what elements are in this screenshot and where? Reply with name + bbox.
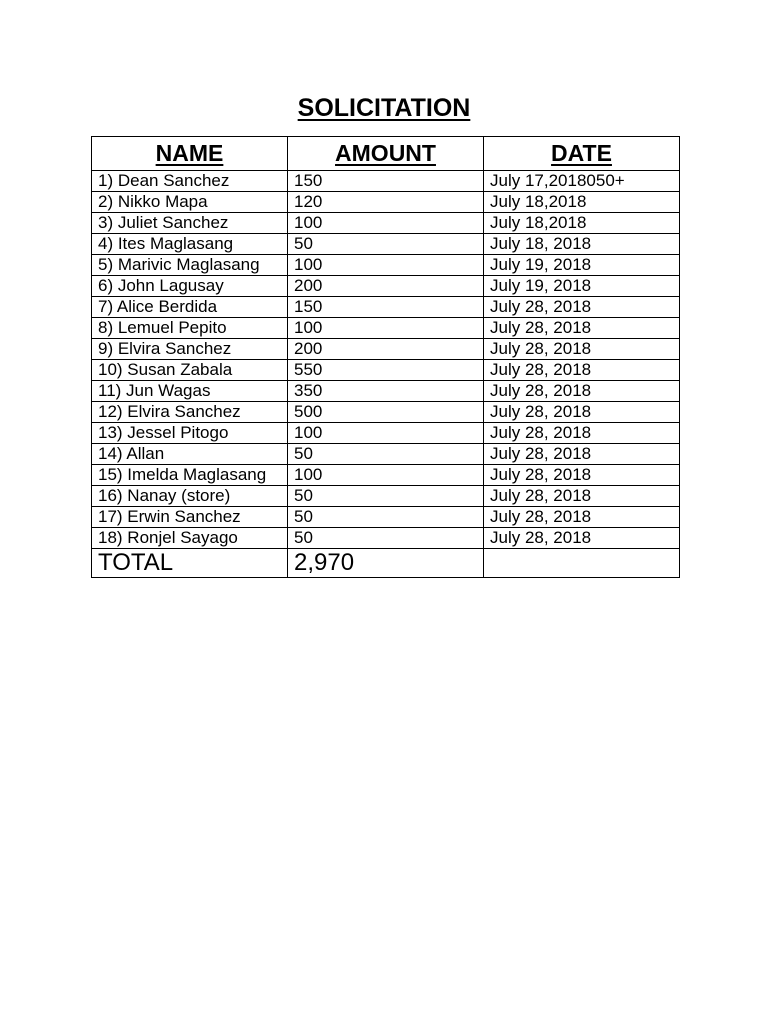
- cell-name: 3) Juliet Sanchez: [92, 213, 288, 234]
- table-row: [92, 171, 680, 192]
- cell-amount: 200: [288, 339, 484, 360]
- cell-date: July 28, 2018: [484, 465, 680, 486]
- table-row: [92, 213, 680, 234]
- cell-amount: 150: [288, 297, 484, 318]
- cell-name: 14) Allan: [92, 444, 288, 465]
- table-row: [92, 486, 680, 507]
- cell-date: July 19, 2018: [484, 255, 680, 276]
- cell-name: 8) Lemuel Pepito: [92, 318, 288, 339]
- cell-amount: 100: [288, 318, 484, 339]
- total-row: [92, 549, 680, 578]
- cell-date: July 28, 2018: [484, 423, 680, 444]
- cell-amount: 500: [288, 402, 484, 423]
- cell-amount: 100: [288, 213, 484, 234]
- cell-name: 9) Elvira Sanchez: [92, 339, 288, 360]
- document-title: SOLICITATION: [297, 94, 471, 122]
- table-row: [92, 255, 680, 276]
- cell-amount: 100: [288, 465, 484, 486]
- cell-date: July 18,2018: [484, 213, 680, 234]
- table-row: [92, 381, 680, 402]
- total-date: [484, 549, 680, 578]
- table-row: [92, 339, 680, 360]
- cell-amount: 50: [288, 507, 484, 528]
- table-row: [92, 297, 680, 318]
- total-label: TOTAL: [92, 549, 288, 578]
- cell-name: 7) Alice Berdida: [92, 297, 288, 318]
- cell-date: July 28, 2018: [484, 297, 680, 318]
- cell-name: 18) Ronjel Sayago: [92, 528, 288, 549]
- cell-name: 4) Ites Maglasang: [92, 234, 288, 255]
- column-header-name: NAME: [92, 137, 288, 171]
- table-row: [92, 234, 680, 255]
- cell-date: July 28, 2018: [484, 486, 680, 507]
- cell-amount: 50: [288, 234, 484, 255]
- cell-date: July 19, 2018: [484, 276, 680, 297]
- table-row: [92, 465, 680, 486]
- header-row: [92, 137, 680, 171]
- cell-name: 17) Erwin Sanchez: [92, 507, 288, 528]
- cell-name: 16) Nanay (store): [92, 486, 288, 507]
- cell-date: July 28, 2018: [484, 318, 680, 339]
- table-body: [92, 171, 680, 549]
- table-row: [92, 507, 680, 528]
- cell-amount: 120: [288, 192, 484, 213]
- cell-amount: 550: [288, 360, 484, 381]
- table-row: [92, 360, 680, 381]
- cell-date: July 28, 2018: [484, 339, 680, 360]
- table-row: [92, 444, 680, 465]
- total-amount: 2,970: [288, 549, 484, 578]
- solicitation-table: [91, 136, 680, 578]
- cell-amount: 150: [288, 171, 484, 192]
- cell-name: 11) Jun Wagas: [92, 381, 288, 402]
- cell-date: July 18,2018: [484, 192, 680, 213]
- cell-date: July 28, 2018: [484, 528, 680, 549]
- column-header-date: DATE: [484, 137, 680, 171]
- cell-amount: 100: [288, 255, 484, 276]
- cell-date: July 28, 2018: [484, 402, 680, 423]
- cell-date: July 28, 2018: [484, 381, 680, 402]
- table-row: [92, 276, 680, 297]
- cell-amount: 50: [288, 486, 484, 507]
- cell-name: 1) Dean Sanchez: [92, 171, 288, 192]
- cell-date: July 28, 2018: [484, 360, 680, 381]
- cell-name: 5) Marivic Maglasang: [92, 255, 288, 276]
- cell-date: July 17,2018050+: [484, 171, 680, 192]
- cell-name: 12) Elvira Sanchez: [92, 402, 288, 423]
- cell-amount: 50: [288, 528, 484, 549]
- cell-amount: 350: [288, 381, 484, 402]
- table-row: [92, 318, 680, 339]
- cell-date: July 18, 2018: [484, 234, 680, 255]
- cell-amount: 50: [288, 444, 484, 465]
- table-row: [92, 192, 680, 213]
- table-row: [92, 528, 680, 549]
- cell-name: 13) Jessel Pitogo: [92, 423, 288, 444]
- cell-amount: 200: [288, 276, 484, 297]
- column-header-amount: AMOUNT: [288, 137, 484, 171]
- table-row: [92, 402, 680, 423]
- cell-date: July 28, 2018: [484, 507, 680, 528]
- cell-amount: 100: [288, 423, 484, 444]
- cell-name: 10) Susan Zabala: [92, 360, 288, 381]
- cell-date: July 28, 2018: [484, 444, 680, 465]
- cell-name: 2) Nikko Mapa: [92, 192, 288, 213]
- cell-name: 6) John Lagusay: [92, 276, 288, 297]
- table-row: [92, 423, 680, 444]
- cell-name: 15) Imelda Maglasang: [92, 465, 288, 486]
